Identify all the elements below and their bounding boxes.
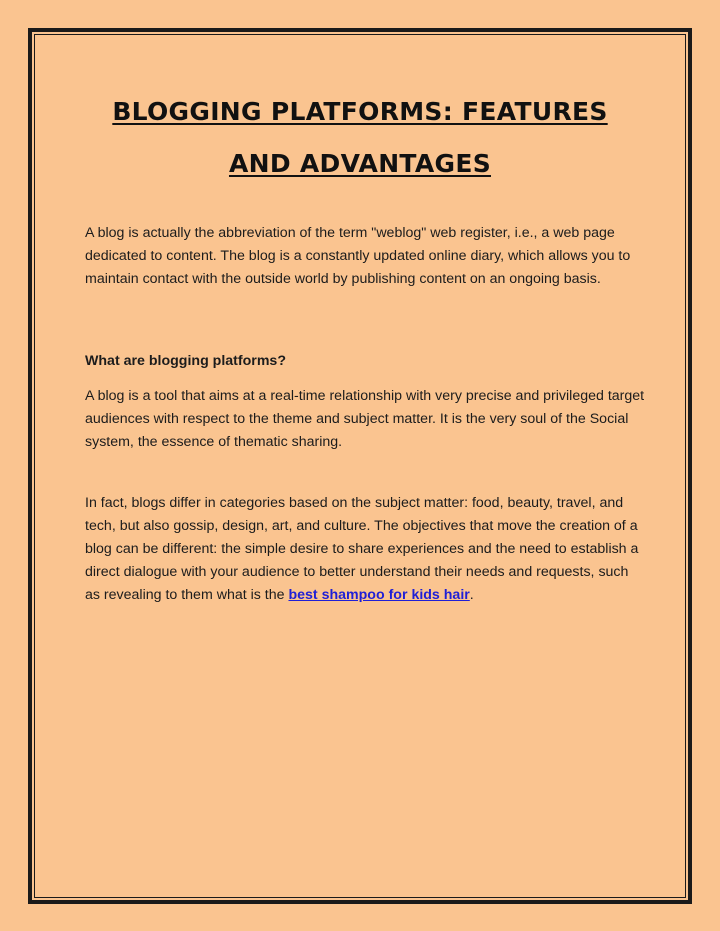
title-line-1: BLOGGING PLATFORMS: FEATURES: [112, 97, 608, 126]
third-paragraph-end: .: [469, 587, 474, 603]
intro-paragraph: A blog is actually the abbreviation of the term "weblog" web register, i.e., a web page dedicated to content. The blog is a constantly updated online diary, which allows you to maintain contact with the outside world by publishing content on an ongoing basis.: [85, 225, 631, 287]
section-heading: What are blogging platforms?: [85, 353, 286, 369]
title-line-2: AND ADVANTAGES: [228, 149, 491, 178]
third-paragraph: [85, 492, 645, 607]
page-title: [60, 86, 660, 190]
shampoo-link[interactable]: best shampoo for kids hair: [288, 587, 470, 603]
second-paragraph: A blog is a tool that aims at a real-time relationship with very precise and privileged target audiences with respect to the theme and subject matter. It is the very soul of the Social system, the essence of thematic sharing.: [85, 388, 645, 450]
third-paragraph-text: In fact, blogs differ in categories based on the subject matter: food, beauty, travel, and tech, but also gossip, design, art, and culture. The objectives that move the creation of a blog can be different: the simple desire to share experiences and the need to establish a direct dialogue with your audience to better understand their needs and requests, such as revealing to them what is the: [85, 495, 639, 603]
